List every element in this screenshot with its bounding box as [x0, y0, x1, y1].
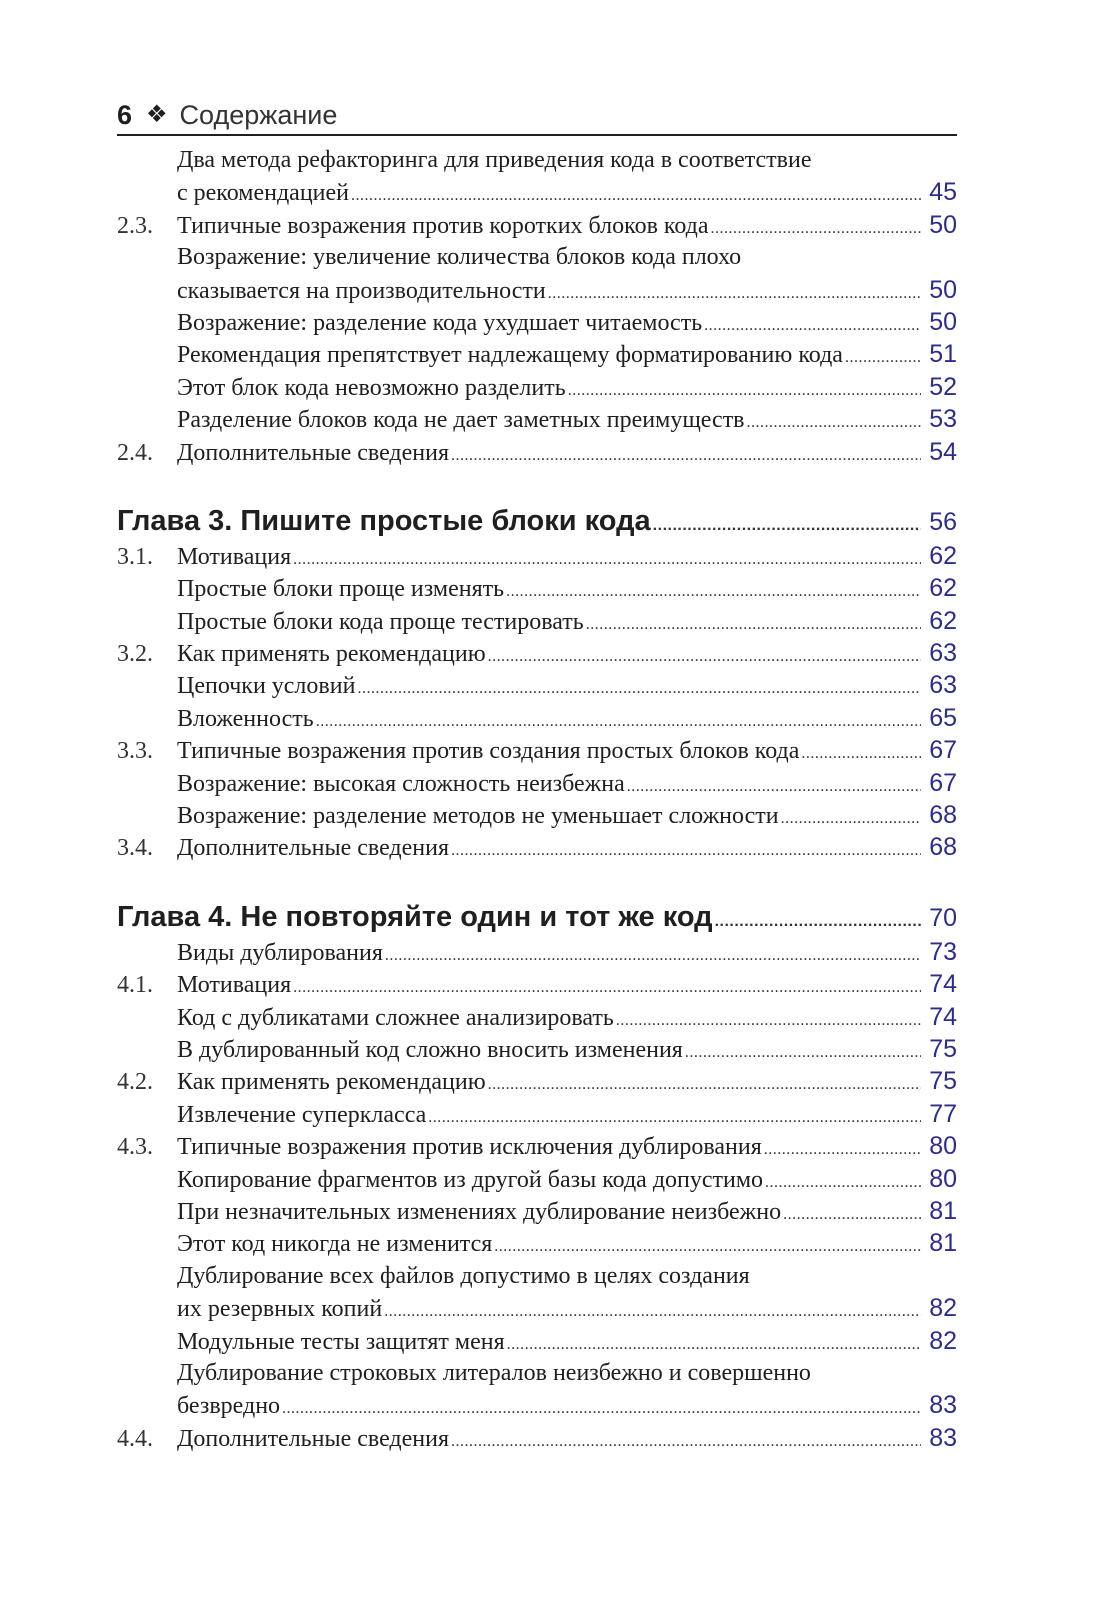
toc-page-number: 62: [929, 606, 957, 635]
toc-page-number: 83: [929, 1391, 957, 1420]
toc-page-number: 82: [929, 1326, 957, 1355]
table-of-contents: [117, 144, 957, 1454]
dot-leader: [506, 576, 921, 608]
toc-page-number: 63: [929, 639, 957, 668]
toc-page-number: 82: [929, 1294, 957, 1323]
dot-leader: [488, 641, 921, 673]
toc-section-number: 4.3.: [117, 1134, 153, 1161]
toc-entry-title: Типичные возражения против исключения дублирования: [177, 1134, 762, 1161]
dot-leader: [451, 440, 921, 472]
toc-entry[interactable]: [117, 209, 957, 241]
toc-entry[interactable]: [117, 144, 957, 176]
toc-chapter-entry[interactable]: [117, 502, 957, 540]
toc-page-number: 54: [929, 437, 957, 466]
document-page: [117, 92, 957, 1454]
toc-entry[interactable]: [117, 831, 957, 863]
toc-page-number: 80: [929, 1164, 957, 1193]
dot-leader: [568, 375, 921, 407]
toc-page-number: 67: [929, 768, 957, 797]
toc-page-number: 74: [929, 970, 957, 999]
toc-entry-title: Рекомендация препятствует надлежащему форматированию кода: [177, 342, 843, 369]
toc-page-number: 68: [929, 801, 957, 830]
toc-entry-title: Простые блоки проще изменять: [177, 576, 505, 603]
dot-leader: [451, 1426, 921, 1458]
toc-page-number: 50: [929, 275, 957, 304]
dot-leader: [653, 507, 921, 545]
toc-page-number: 75: [929, 1067, 957, 1096]
toc-entry-title: В дублированный код сложно вносить изменения: [177, 1036, 683, 1063]
toc-entry-title: с рекомендацией: [177, 180, 350, 207]
toc-entry[interactable]: [117, 702, 957, 734]
dot-leader: [282, 1393, 921, 1425]
header-title: Содержание: [179, 100, 338, 130]
toc-entry-title: Возражение: увеличение количества блоков кода плохо: [177, 244, 742, 271]
toc-entry-title: Простые блоки кода проще тестировать: [177, 608, 584, 635]
toc-entry[interactable]: [117, 403, 957, 435]
dot-leader: [704, 310, 921, 342]
dot-leader: [845, 342, 921, 374]
toc-entry[interactable]: [117, 1163, 957, 1195]
toc-entry[interactable]: [117, 371, 957, 403]
toc-page-number: 52: [929, 372, 957, 401]
dot-leader: [801, 738, 921, 770]
toc-entry[interactable]: [117, 605, 957, 637]
toc-entry[interactable]: [117, 274, 957, 306]
toc-section-number: 3.4.: [117, 835, 153, 862]
toc-entry-title: Модульные тесты защитят меня: [177, 1328, 505, 1355]
dot-leader: [451, 835, 921, 867]
toc-entry-title: их резервных копий: [177, 1296, 383, 1323]
toc-entry[interactable]: [117, 1227, 957, 1259]
dot-leader: [764, 1134, 921, 1166]
dot-leader: [586, 609, 921, 641]
page-number: 6: [117, 100, 133, 130]
toc-section-number: 4.1.: [117, 972, 153, 999]
toc-page-number: 56: [929, 507, 957, 536]
toc-chapter-title: Глава 3. Пишите простые блоки кода: [117, 504, 651, 537]
toc-entry[interactable]: [117, 1325, 957, 1357]
toc-section-number: 2.3.: [117, 212, 153, 239]
dot-leader: [781, 803, 921, 835]
toc-entry[interactable]: [117, 767, 957, 799]
toc-entry[interactable]: [117, 436, 957, 468]
toc-page-number: 53: [929, 405, 957, 434]
dot-leader: [428, 1102, 921, 1134]
dot-leader: [765, 1167, 921, 1199]
toc-page-number: 65: [929, 703, 957, 732]
toc-entry[interactable]: [117, 338, 957, 370]
dot-leader: [747, 407, 921, 439]
toc-entry-title: Возражение: высокая сложность неизбежна: [177, 770, 625, 797]
toc-entry-title: Виды дублирования: [177, 939, 383, 966]
toc-page-number: 80: [929, 1132, 957, 1161]
toc-section-number: 4.4.: [117, 1425, 153, 1452]
toc-entry[interactable]: [117, 176, 957, 208]
toc-section-number: 3.2.: [117, 641, 153, 668]
toc-entry-title: Типичные возражения против создания простых блоков кода: [177, 738, 800, 765]
toc-page-number: 74: [929, 1002, 957, 1031]
toc-entry-title: Вложенность: [177, 705, 314, 732]
toc-entry-title: Дополнительные сведения: [177, 439, 450, 466]
toc-page-number: 81: [929, 1229, 957, 1258]
toc-chapter-entry[interactable]: [117, 898, 957, 936]
toc-entry-title: безвредно: [177, 1393, 281, 1420]
toc-entry[interactable]: [117, 799, 957, 831]
toc-chapter-title: Глава 4. Не повторяйте один и тот же код: [117, 900, 713, 933]
toc-entry-title: Типичные возражения против коротких блоков кода: [177, 212, 709, 239]
toc-page-number: 50: [929, 210, 957, 239]
toc-entry[interactable]: [117, 306, 957, 338]
toc-page-number: 67: [929, 736, 957, 765]
toc-section-number: 3.1.: [117, 543, 153, 570]
toc-page-number: 73: [929, 937, 957, 966]
toc-page-number: 70: [929, 903, 957, 932]
dot-leader: [316, 706, 921, 738]
toc-entry[interactable]: [117, 734, 957, 766]
toc-entry-title: Код с дубликатами сложнее анализировать: [177, 1004, 614, 1031]
toc-entry[interactable]: [117, 1098, 957, 1130]
toc-page-number: 63: [929, 671, 957, 700]
running-header: [117, 92, 957, 136]
toc-entry-title: Мотивация: [177, 972, 292, 999]
dot-leader: [685, 1037, 921, 1069]
toc-entry-title: сказывается на производительности: [177, 277, 546, 304]
toc-entry[interactable]: [117, 1130, 957, 1162]
toc-entry-title: Как применять рекомендацию: [177, 1069, 486, 1096]
toc-entry-title: Дополнительные сведения: [177, 1425, 450, 1452]
toc-entry[interactable]: [117, 1357, 957, 1389]
dot-leader: [783, 1199, 921, 1231]
toc-page-number: 62: [929, 541, 957, 570]
diamond-ornament-icon: ❖: [146, 101, 168, 128]
toc-page-number: 77: [929, 1099, 957, 1128]
toc-entry[interactable]: [117, 1260, 957, 1292]
toc-entry[interactable]: [117, 1389, 957, 1421]
toc-page-number: 45: [929, 178, 957, 207]
dot-leader: [627, 771, 921, 803]
toc-entry[interactable]: [117, 1195, 957, 1227]
toc-entry-title: Возражение: разделение кода ухудшает читаемость: [177, 309, 703, 336]
toc-page-number: 83: [929, 1423, 957, 1452]
toc-entry-title: Как применять рекомендацию: [177, 641, 486, 668]
toc-entry-title: Этот блок кода невозможно разделить: [177, 374, 566, 401]
toc-entry[interactable]: [117, 1065, 957, 1097]
toc-entry-title: При незначительных изменениях дублирование неизбежно: [177, 1198, 782, 1225]
dot-leader: [293, 972, 921, 1004]
toc-section-number: 2.4.: [117, 439, 153, 466]
dot-leader: [488, 1069, 921, 1101]
dot-leader: [715, 903, 921, 941]
toc-page-number: 81: [929, 1196, 957, 1225]
dot-leader: [351, 180, 921, 212]
toc-entry-title: Мотивация: [177, 543, 292, 570]
dot-leader: [711, 213, 921, 245]
toc-entry-title: Возражение: разделение методов не уменьшает сложности: [177, 803, 779, 830]
toc-entry-title: Дополнительные сведения: [177, 835, 450, 862]
toc-section-number: 4.2.: [117, 1069, 153, 1096]
toc-entry-title: Цепочки условий: [177, 673, 356, 700]
toc-entry-title: Два метода рефакторинга для приведения кода в соответствие: [177, 147, 812, 173]
toc-entry[interactable]: [117, 1422, 957, 1454]
toc-entry-title: Этот код никогда не изменится: [177, 1231, 493, 1258]
toc-page-number: 68: [929, 833, 957, 862]
toc-entry[interactable]: [117, 572, 957, 604]
dot-leader: [357, 673, 921, 705]
dot-leader: [384, 1296, 921, 1328]
toc-entry[interactable]: [117, 1292, 957, 1324]
toc-page-number: 62: [929, 574, 957, 603]
toc-entry[interactable]: [117, 1001, 957, 1033]
toc-entry[interactable]: [117, 241, 957, 273]
toc-page-number: 51: [929, 340, 957, 369]
dot-leader: [548, 278, 921, 310]
toc-entry[interactable]: [117, 669, 957, 701]
dot-leader: [293, 544, 921, 576]
toc-section-number: 3.3.: [117, 738, 153, 765]
toc-entry-title: Разделение блоков кода не дает заметных преимуществ: [177, 407, 745, 434]
toc-entry-title: Извлечение суперкласса: [177, 1101, 427, 1128]
toc-entry-title: Дублирование всех файлов допустимо в целях создания: [177, 1262, 750, 1289]
toc-page-number: 75: [929, 1034, 957, 1063]
dot-leader: [385, 940, 921, 972]
toc-page-number: 50: [929, 307, 957, 336]
toc-entry[interactable]: [117, 1033, 957, 1065]
toc-entry[interactable]: [117, 968, 957, 1000]
toc-entry[interactable]: [117, 936, 957, 968]
toc-entry-title: Копирование фрагментов из другой базы кода допустимо: [177, 1166, 764, 1193]
dot-leader: [616, 1005, 921, 1037]
toc-entry[interactable]: [117, 637, 957, 669]
toc-entry[interactable]: [117, 540, 957, 572]
toc-entry-title: Дублирование строковых литералов неизбежно и совершенно: [177, 1359, 811, 1386]
